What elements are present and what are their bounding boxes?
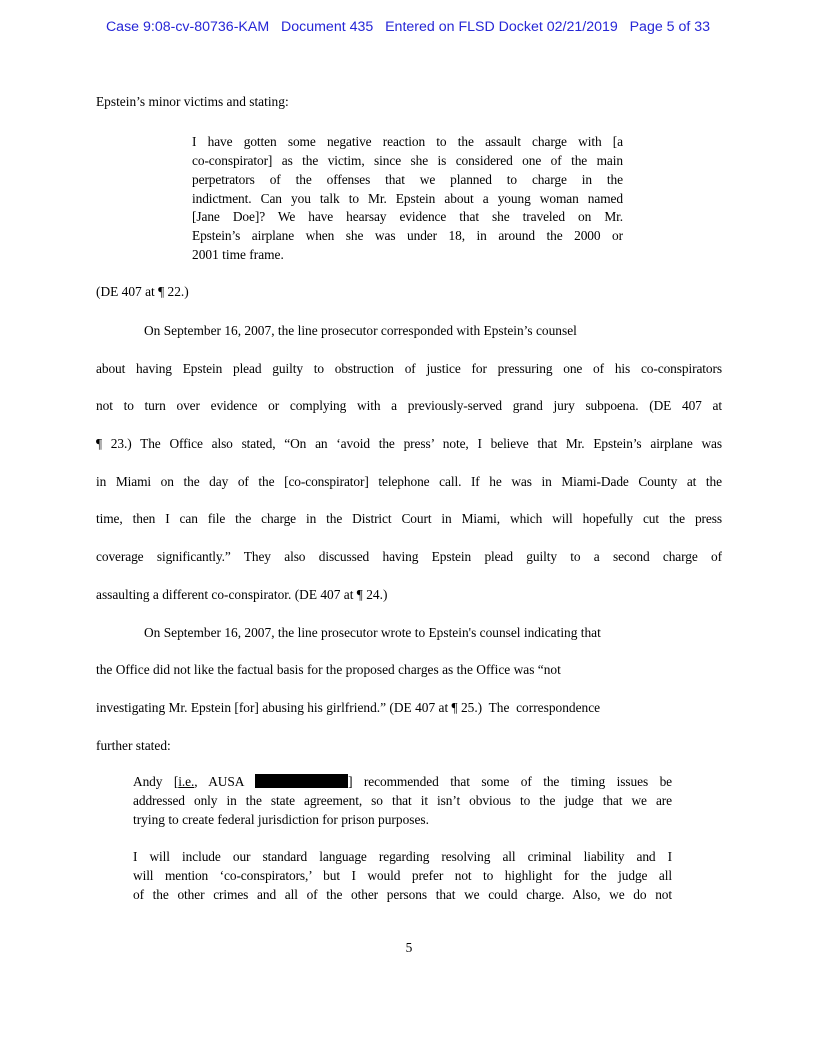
- text-line: time, then I can file the charge in the District Court in Miami, which will hopefully cut the press: [96, 511, 722, 527]
- text-line: ¶ 23.) The Office also stated, “On an ‘avoid the press’ note, I believe that Mr. Epstein’s airplane was: [96, 436, 722, 452]
- text-line: in Miami on the day of the [co-conspirator] telephone call. If he was in Miami-Dade County at the: [96, 473, 722, 489]
- text-line: (DE 407 at ¶ 22.): [96, 284, 189, 300]
- text-line: 2001 time frame.: [192, 247, 284, 263]
- document-blocks: [96, 93, 722, 905]
- para-3: [96, 614, 722, 765]
- document-page: [96, 0, 722, 958]
- redaction-box: [255, 774, 348, 788]
- cite-22: [96, 283, 722, 302]
- text-line: not to turn over evidence or complying with a previously-served grand jury subpoena. (DE 407 at: [96, 398, 722, 414]
- text-line: I will include our standard language regarding resolving all criminal liability and I: [133, 848, 672, 864]
- intro: [96, 93, 722, 112]
- quote-2: [133, 773, 672, 830]
- text-line: co-conspirator] as the victim, since she is considered one of the main: [192, 152, 623, 168]
- page-number: 5: [405, 939, 413, 955]
- text-line: On September 16, 2007, the line prosecutor wrote to Epstein's counsel indicating that: [144, 624, 601, 640]
- text-line: Epstein’s airplane when she was under 18, in around the 2000 or: [192, 228, 623, 244]
- text-line: coverage significantly.” They also discussed having Epstein plead guilty to a second charge of: [96, 549, 722, 565]
- quote-3: [133, 848, 672, 905]
- text-line: indictment. Can you talk to Mr. Epstein about a young woman named: [192, 190, 623, 206]
- text-line: of the other crimes and all of the other persons that we could charge. Also, we do not: [133, 886, 672, 902]
- text-line: trying to create federal jurisdiction for prison purposes.: [133, 812, 429, 828]
- text-line: will mention ‘co-conspirators,’ but I would prefer not to highlight for the judge all: [133, 867, 672, 883]
- text-line: Andy [i.e., AUSA ] recommended that some of the timing issues be: [133, 774, 672, 790]
- text-line: the Office did not like the factual basis for the proposed charges as the Office was “not: [96, 662, 561, 678]
- text-line: further stated:: [96, 737, 171, 753]
- docket-header: Case 9:08-cv-80736-KAM Document 435 Entered on FLSD Docket 02/21/2019 Page 5 of 33: [105, 19, 711, 35]
- text-line: [Jane Doe]? We have hearsay evidence that she traveled on Mr.: [192, 209, 623, 225]
- text-line: On September 16, 2007, the line prosecutor corresponded with Epstein’s counsel: [144, 323, 577, 339]
- text-line: investigating Mr. Epstein [for] abusing his girlfriend.” (DE 407 at ¶ 25.) The correspondence: [96, 699, 601, 715]
- text-line: about having Epstein plead guilty to obstruction of justice for pressuring one of his co-conspirators: [96, 360, 722, 376]
- text-line: assaulting a different co-conspirator. (DE 407 at ¶ 24.): [96, 586, 388, 602]
- text-line: Epstein’s minor victims and stating:: [96, 94, 289, 109]
- quote-1: [192, 133, 623, 265]
- text-line: perpetrators of the offenses that we planned to charge in the: [192, 171, 623, 187]
- text-line: I have gotten some negative reaction to the assault charge with [a: [192, 133, 623, 149]
- para-2: [96, 312, 722, 614]
- text-line: addressed only in the state agreement, so that it isn’t obvious to the judge that we are: [133, 793, 672, 809]
